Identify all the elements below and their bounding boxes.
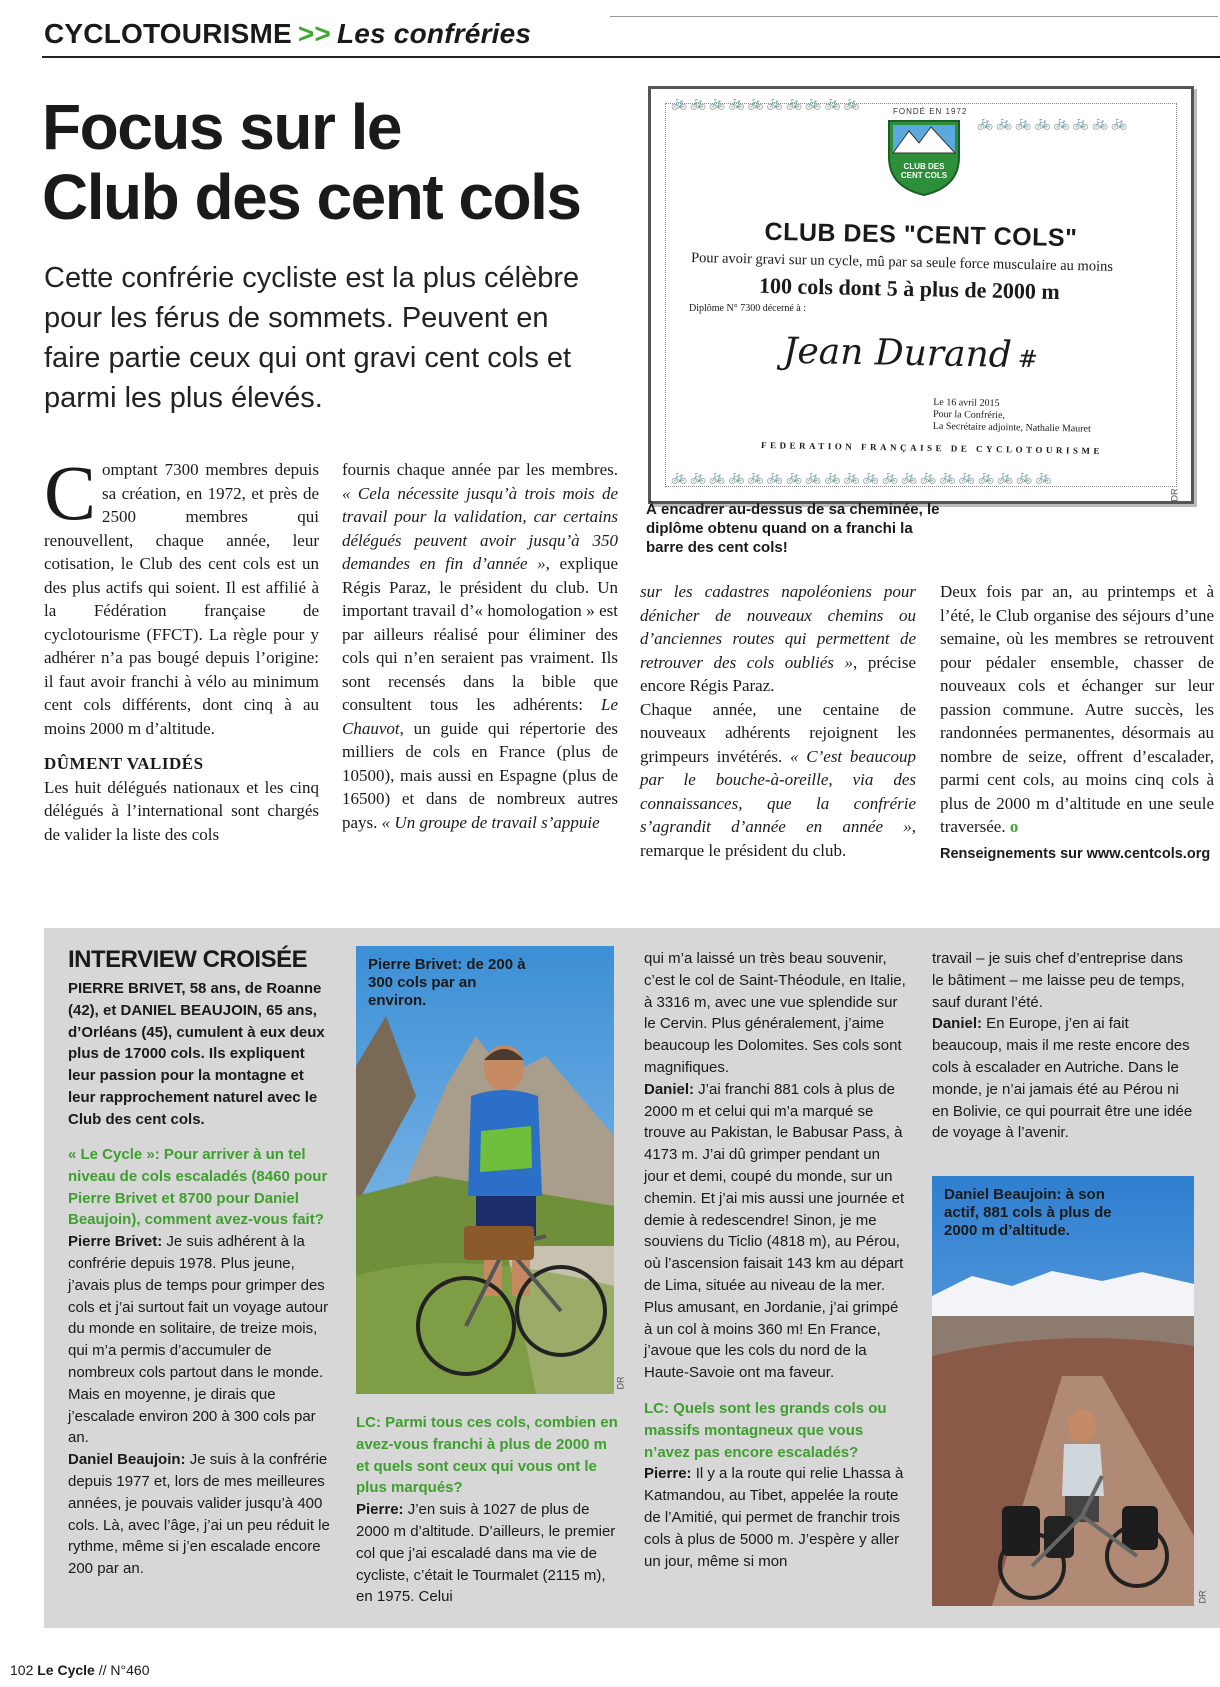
article-subhead: DÛMENT VALIDÉS xyxy=(44,754,204,773)
diploma-cyclist-frieze-icon: 🚲🚲🚲🚲🚲🚲🚲🚲🚲🚲 xyxy=(671,95,863,110)
rubric-arrows: >> xyxy=(297,18,331,49)
col3-quote-1: sur les cadastres napoléoniens pour dénicher de nouveaux chemins ou d’anciennes routes qui permettent de retrouver des cols oubliés » xyxy=(640,582,916,672)
answer-daniel-2 xyxy=(644,1079,906,1384)
speaker-daniel: Daniel: xyxy=(644,1080,695,1098)
diploma-image xyxy=(648,86,1194,504)
recipient-mark: # xyxy=(1017,344,1039,374)
diploma-signature-block xyxy=(933,397,1174,437)
title-line-1: Focus sur le xyxy=(42,91,401,163)
diploma-federation: FEDERATION FRANÇAISE DE CYCLOTOURISME xyxy=(760,440,1104,456)
interview-question-3: LC: Quels sont les grands cols ou massifs montagneux que vous n’avez pas encore escaladés? xyxy=(644,1399,887,1461)
col4-paragraph xyxy=(940,580,1214,839)
diploma-line-1: Pour avoir gravi sur un cycle, mû par sa seule force musculaire au moins xyxy=(690,249,1114,275)
col2-text-e: , un guide qui répertorie des milliers de cols en France (plus de 10500), mais aussi en Espagne (plus de 16500) et dans de nombreux autres pays. xyxy=(342,718,618,832)
speaker-pierre: Pierre: xyxy=(356,1501,404,1519)
photo1-credit: DR xyxy=(615,1376,626,1390)
interview-intro: PIERRE BRIVET, 58 ans, de Roanne (42), et DANIEL BEAUJOIN, 65 ans, d’Orléans (45), cumulent à eux deux plus de 17000 cols. Ils expliquent leur passion pour la montagne et leur rapprochement naturel avec le Club des cent cols. xyxy=(68,980,325,1128)
answer-text: Je suis à la confrérie depuis 1977 et, lors de mes meilleures années, je pouvais valider jusqu’à 400 cols. Là, avec l’âge, j’ai un peu réduit le rythme, même si j’en escalade encore 200 par an. xyxy=(68,1451,330,1578)
speaker-pierre: Pierre Brivet: xyxy=(68,1233,163,1251)
answer-pierre-1 xyxy=(68,1231,340,1449)
article-column-3 xyxy=(640,580,916,862)
answer-text: J’en suis à 1027 de plus de 2000 m d’altitude. D’ailleurs, le premier col que j’ai escaladé dans ma vie de cycliste, c’était le Tourmalet (2115 m), en 1975. Celui xyxy=(356,1501,616,1606)
answer-pierre-2 xyxy=(356,1499,618,1608)
section-name: CYCLOTOURISME xyxy=(44,18,292,49)
interview-column-1 xyxy=(68,1144,340,1580)
diploma-credit: DR xyxy=(1169,488,1180,502)
section-rubric xyxy=(44,18,531,50)
cyclist-mountain-photo-icon xyxy=(356,946,614,1394)
diploma-cyclist-frieze-icon: 🚲🚲🚲🚲🚲🚲🚲🚲🚲🚲🚲🚲🚲🚲🚲🚲🚲🚲🚲🚲 xyxy=(671,469,1055,484)
interview-question-2: LC: Parmi tous ces cols, combien en avez-vous franchi à plus de 2000 m et quels sont ceux qui vous ont le plus marqués? xyxy=(356,1414,618,1497)
header-rule xyxy=(42,56,1220,58)
col3-text-c: Chaque année, une centaine de nouveaux adhérents rejoignent les grimpeurs invétérés. xyxy=(640,699,916,766)
end-mark-icon: o xyxy=(1009,817,1019,836)
answer-text: Il y a la route qui relie Lhassa à Katmandou, au Tibet, appelée la route de l’Amitié, qui permet de franchir trois cols à plus de 5000 m. J’espère y aller un jour, même si mon xyxy=(644,1465,904,1570)
col2-text-c: , explique Régis Paraz, le président du club. Un important travail d’« homologation » est par ailleurs réalisé pour éliminer des cols qui n’en seraient pas vraiment. Ils sont recensés dans la bible que consultent tous les adhérents: xyxy=(342,554,618,714)
folio-separator: // xyxy=(94,1662,111,1678)
logo-text-1: CLUB DES xyxy=(903,162,945,171)
col3-quote-2: « C’est beaucoup par le bouche-à-oreille, via des connaissances, que la confrérie s’agrandit d’année en année » xyxy=(640,746,916,836)
photo-daniel-beaujoin xyxy=(932,1176,1194,1606)
photo2-credit: DR xyxy=(1197,1590,1208,1604)
article-paragraph: Les huit délégués nationaux et les cinq délégués à l’international sont chargés de valider la liste des cols xyxy=(44,777,319,844)
interview-column-3 xyxy=(644,948,906,1572)
speaker-daniel: Daniel: xyxy=(932,1015,983,1033)
diploma-founded: FONDÉ EN 1972 xyxy=(893,107,968,116)
col3-text-e: , remarque le président du club. xyxy=(640,817,916,860)
interview-question-1: « Le Cycle »: Pour arriver à un tel niveau de cols escaladés (8460 pour Pierre Brivet et 8700 pour Daniel Beaujoin), comment avez-vous fait? xyxy=(68,1146,328,1229)
article-intro-paragraph: Comptant 7300 membres depuis sa création, en 1972, et près de 2500 membres qui renouvellent, chaque année, leur cotisation, le Club des cent cols est un des plus actifs qui soient. Il est affilié à la Fédération française de cyclotourisme (FFCT). La règle pour y adhérer n’a pas bougé depuis l’origine: il faut avoir franchi à vélo au minimum cent cols différents, dont cinq à au moins 2000 m d’altitude. xyxy=(44,449,319,738)
answer-text: Je suis adhérent à la confrérie depuis 1978. Plus jeune, j’avais plus de temps pour grimper des cols et j’ai surtout fait un voyage autour du monde en solitaire, de treize mois, qui m’a permis d’accumuler de nombreux cols partout dans le monde. Mais en moyenne, je dirais que j’escalade environ 200 à 300 cols par an. xyxy=(68,1233,329,1447)
recipient-name: Jean Durand xyxy=(782,330,1013,376)
interview-title: INTERVIEW CROISÉE xyxy=(68,946,308,973)
col4-text: Deux fois par an, au printemps et à l’été, le Club organise des séjours d’une semaine, où les membres se retrouvent pour pédaler ensemble, chasser de nouveaux cols et échanger sur leur passion commune. Autre succès, les randonnées permanentes, désormais au nombre de seize, offrent d’escalader, parmi cent cols, au moins cinq cols à plus de 2000 m d’altitude en une seule traversée. xyxy=(940,582,1214,836)
diploma-cyclist-frieze-icon: 🚲🚲🚲🚲🚲🚲🚲🚲 xyxy=(977,115,1131,130)
col3-paragraph-1 xyxy=(640,580,916,698)
diploma-date: Le 16 avril 2015 xyxy=(933,396,1000,410)
speaker-daniel: Daniel Beaujoin: xyxy=(68,1451,186,1469)
diploma-for: Pour la Confrérie, xyxy=(932,408,1006,422)
page-folio xyxy=(10,1662,149,1678)
interview-column-4 xyxy=(932,948,1194,1144)
photo1-caption: Pierre Brivet: de 200 à 300 cols par an environ. xyxy=(368,956,526,1009)
answer-daniel-3 xyxy=(932,1013,1194,1144)
answer-text: En Europe, j’en ai fait beaucoup, mais il me reste encore des cols à escalader en Autriche. Dans le monde, je n’ai jamais été au Pérou ni en Bolivie, ce qui pourrait être une idée de voyage à l’avenir. xyxy=(932,1015,1193,1142)
top-rule xyxy=(610,16,1218,17)
col3-paragraph-2 xyxy=(640,698,916,863)
diploma-recipient xyxy=(783,331,1039,376)
cyclist-desert-pass-photo-icon xyxy=(932,1176,1194,1606)
diploma-title: CLUB DES "CENT COLS" xyxy=(764,217,1078,253)
answer-pierre-3 xyxy=(644,1463,906,1572)
page-number: 102 xyxy=(10,1662,34,1678)
speaker-pierre: Pierre: xyxy=(644,1465,692,1483)
col2-book-title: Le Chauvot xyxy=(342,695,618,738)
answer-pierre-2-cont: qui m’a laissé un très beau souvenir, c’est le col de Saint-Théodule, en Italie, à 3316 m, avec une vue splendide sur le Cervin. Plus généralement, j’aime beaucoup les Dolomites. Ses cols sont magnifiques. xyxy=(644,950,906,1076)
answer-daniel-1 xyxy=(68,1449,340,1580)
club-logo-icon xyxy=(883,117,965,197)
subsection-name: Les confréries xyxy=(336,18,532,49)
col2-quote-1: « Cela nécessite jusqu’à trois mois de travail pour la validation, car certains délégués peuvent avoir jusqu’à 350 demandes en fin d’année » xyxy=(342,483,618,573)
col2-quote-2: « Un groupe de travail s’appuie xyxy=(381,812,600,832)
diploma-caption: À encadrer au-dessus de sa cheminée, le diplôme obtenu quand on a franchi la barre des cent cols! xyxy=(646,501,940,556)
title-line-2: Club des cent cols xyxy=(42,161,581,233)
article-title xyxy=(42,92,622,232)
col3-text-b: , précise encore Régis Paraz. xyxy=(640,652,916,695)
magazine-name: Le Cycle xyxy=(37,1662,95,1678)
photo2-caption: Daniel Beaujoin: à son actif, 881 cols à plus de 2000 m d’altitude. xyxy=(944,1186,1112,1239)
info-link[interactable]: Renseignements sur www.centcols.org xyxy=(940,845,1211,862)
col2-text-a: fournis chaque année par les membres. xyxy=(342,460,618,479)
answer-pierre-3-cont: travail – je suis chef d’entreprise dans le bâtiment – me laisse peu de temps, sauf durant l’été. xyxy=(932,950,1185,1011)
diploma-signatory: La Secrétaire adjointe, Nathalie Mauret xyxy=(932,420,1091,435)
diploma-number: Diplôme N° 7300 décerné à : xyxy=(689,303,807,314)
interview-column-2 xyxy=(356,1412,618,1608)
answer-text: J’ai franchi 881 cols à plus de 2000 m et celui qui m’a marqué se trouve au Pakistan, le Babusar Pass, à 4173 m. J’ai dû grimper pendant un jour et demi, coupé du monde, sur un chemin. Et j’ai mis aussi une journée et demie à redescendre! Sinon, je me souviens du Ticlio (4818 m), au Pérou, où l’ascension faisait 143 km au départ de Lima, située au niveau de la mer. Plus amusant, en Jordanie, j’ai grimpé à un col à moins 360 m! En France, j’avoue que les cols du nord de la Haute-Savoie ont ma faveur. xyxy=(644,1080,905,1382)
diploma-line-2: 100 cols dont 5 à plus de 2000 m xyxy=(758,272,1060,305)
article-column-1 xyxy=(44,449,319,846)
issue-number: N°460 xyxy=(110,1662,150,1678)
article-deck: Cette confrérie cycliste est la plus célèbre pour les férus de sommets. Peuvent en faire partie ceux qui ont gravi cent cols et parmi les plus élevés. xyxy=(44,262,580,414)
photo-pierre-brivet xyxy=(356,946,614,1394)
logo-text-2: CENT COLS xyxy=(900,171,948,180)
article-column-2 xyxy=(342,458,618,834)
article-column-4 xyxy=(940,580,1214,881)
